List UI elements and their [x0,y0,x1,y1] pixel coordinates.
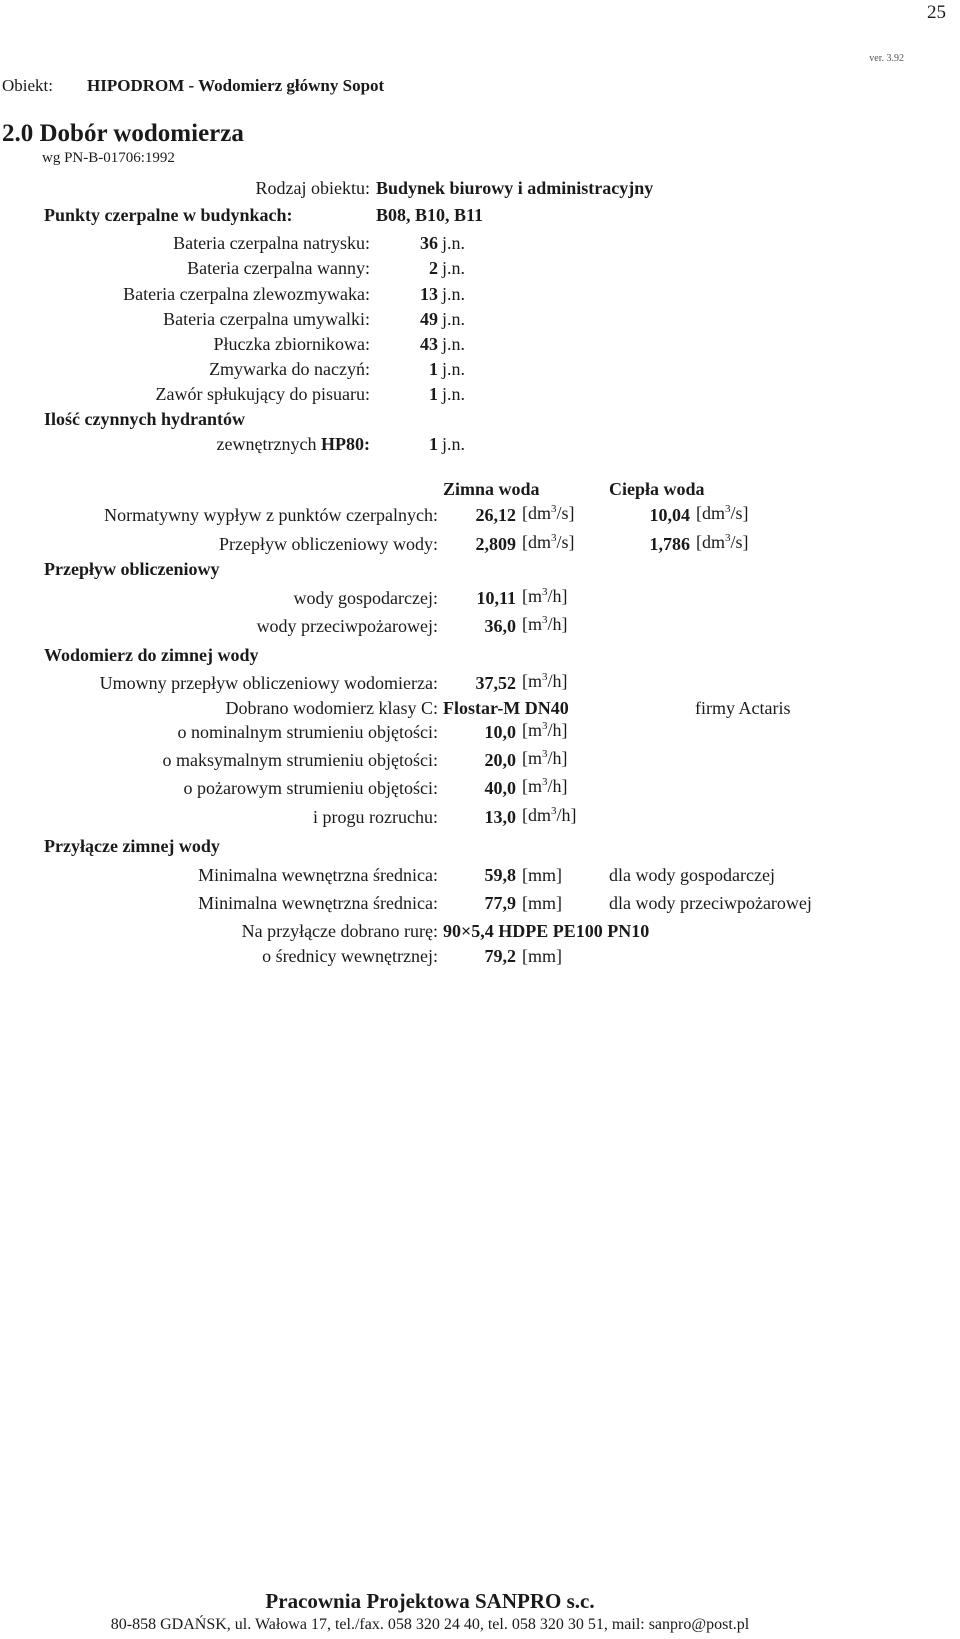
section-title: 2.0 Dobór wodomierza [2,120,244,147]
nominal-flow-label: o nominalnym strumieniu objętości: [177,722,438,742]
hydrants-unit: j.n. [442,434,466,454]
column-cold-water: Zimna woda [443,479,540,499]
fixture-unit: j.n. [442,334,466,354]
fire-meter-flow-unit: $[m^3/h]$ [522,776,568,796]
fixture-label: Zmywarka do naczyń: [209,359,370,379]
inner-diameter-unit: [mm] [522,946,562,966]
min-diameter-fire-note: dla wody przeciwpożarowej [609,893,812,913]
min-diameter-household-unit: [mm] [522,865,562,885]
fire-flow-value: 36,0 [484,616,516,636]
fixture-unit: j.n. [442,233,466,253]
column-hot-water: Ciepła woda [609,479,705,499]
fixture-unit: j.n. [442,258,466,278]
draw-points-label: Punkty czerpalne w budynkach: [44,205,293,225]
fire-meter-flow-label: o pożarowym strumieniu objętości: [183,778,438,798]
fixture-label: Bateria czerpalna wanny: [187,258,370,278]
hydrants-heading: Ilość czynnych hydrantów [44,409,246,429]
calc-flow-hot-unit: $[dm^3/s]$ [696,532,749,552]
maximum-flow-label: o maksymalnym strumieniu objętości: [162,750,438,770]
contract-flow-label: Umowny przepływ obliczeniowy wodomierza: [99,673,438,693]
calc-flow-cold: 2,809 [475,534,516,554]
fire-meter-flow-value: 40,0 [484,778,516,798]
footer-address: 80-858 GDAŃSK, ul. Wałowa 17, tel./fax. 058 320 24 40, tel. 058 320 30 51, mail: sanpro@post.pl [110,1616,750,1633]
calc-flow-heading: Przepływ obliczeniowy [44,559,220,579]
min-diameter-household-label: Minimalna wewnętrzna średnica: [198,865,438,885]
footer-company: Pracownia Projektowa SANPRO s.c. [265,1589,595,1613]
pipe-label: Na przyłącze dobrano rurę: [241,921,438,941]
hydrants-count: 1 [429,434,438,454]
household-flow-unit: $[m^3/h]$ [522,586,568,606]
contract-flow-unit: $[m^3/h]$ [522,671,568,691]
version-label: ver. 3.92 [869,53,904,64]
min-diameter-fire-label: Minimalna wewnętrzna średnica: [198,893,438,913]
min-diameter-household-value: 59,8 [484,865,516,885]
household-flow-value: 10,11 [476,588,516,608]
fixture-label: Bateria czerpalna zlewozmywaka: [123,284,370,304]
fixture-count: 1 [429,384,438,404]
inner-diameter-label: o średnicy wewnętrznej: [262,946,438,966]
fixture-count: 2 [429,258,438,278]
hydrants-label [217,435,370,453]
fixture-unit: j.n. [442,284,466,304]
pipe-value: 90×5,4 HDPE PE100 PN10 [443,921,650,941]
selected-meter-maker: firmy Actaris [695,698,791,718]
normative-outflow-hot: 10,04 [649,505,690,525]
nominal-flow-value: 10,0 [484,722,516,742]
fixture-label: Bateria czerpalna natrysku: [173,233,370,253]
normative-outflow-cold-unit: $[dm^3/s]$ [522,503,575,523]
calc-flow-hot: 1,786 [649,534,690,554]
household-flow-label: wody gospodarczej: [293,588,438,608]
fixture-unit: j.n. [442,359,466,379]
meter-heading: Wodomierz do zimnej wody [44,645,259,665]
fixture-count: 43 [420,334,438,354]
calc-flow-label: Przepływ obliczeniowy wody: [219,534,438,554]
connection-heading: Przyłącze zimnej wody [44,836,220,856]
threshold-flow-label: i progu rozruchu: [313,807,438,827]
fixture-count: 13 [420,284,438,304]
building-type-label: Rodzaj obiektu: [255,178,370,198]
min-diameter-fire-unit: [mm] [522,893,562,913]
page-number: 25 [927,2,946,23]
inner-diameter-value: 79,2 [484,946,516,966]
normative-outflow-hot-unit: $[dm^3/s]$ [696,503,749,523]
calc-flow-cold-unit: $[dm^3/s]$ [522,532,575,552]
object-label: Obiekt: [2,76,53,95]
object-name: HIPODROM - Wodomierz główny Sopot [87,76,385,95]
hydrants-label-type: HP80: [321,434,370,454]
fixture-unit: j.n. [442,384,466,404]
fixture-count: 36 [420,233,438,253]
draw-points-value: B08, B10, B11 [376,205,484,225]
maximum-flow-unit: $[m^3/h]$ [522,748,568,768]
building-type-value: Budynek biurowy i administracyjny [376,178,654,198]
fixture-label: Zawór spłukujący do pisuaru: [155,384,370,404]
fixture-unit: j.n. [442,309,466,329]
threshold-flow-unit: $[dm^3/h]$ [522,805,577,825]
maximum-flow-value: 20,0 [484,750,516,770]
fire-flow-label: wody przeciwpożarowej: [256,616,438,636]
normative-outflow-cold: 26,12 [475,505,516,525]
min-diameter-fire-value: 77,9 [484,893,516,913]
fixture-count: 49 [420,309,438,329]
fire-flow-unit: $[m^3/h]$ [522,614,568,634]
normative-outflow-label: Normatywny wypływ z punktów czerpalnych: [104,505,438,525]
fixture-label: Płuczka zbiornikowa: [213,334,370,354]
min-diameter-household-note: dla wody gospodarczej [609,865,775,885]
hydrants-label-text: zewnętrznych [216,434,321,454]
fixture-count: 1 [429,359,438,379]
fixture-label: Bateria czerpalna umywalki: [163,309,370,329]
section-norm: wg PN-B-01706:1992 [42,150,175,166]
selected-meter-value: Flostar-M DN40 [443,698,569,718]
nominal-flow-unit: $[m^3/h]$ [522,720,568,740]
selected-meter-label: Dobrano wodomierz klasy C: [225,698,438,718]
contract-flow-value: 37,52 [475,673,516,693]
threshold-flow-value: 13,0 [484,807,516,827]
